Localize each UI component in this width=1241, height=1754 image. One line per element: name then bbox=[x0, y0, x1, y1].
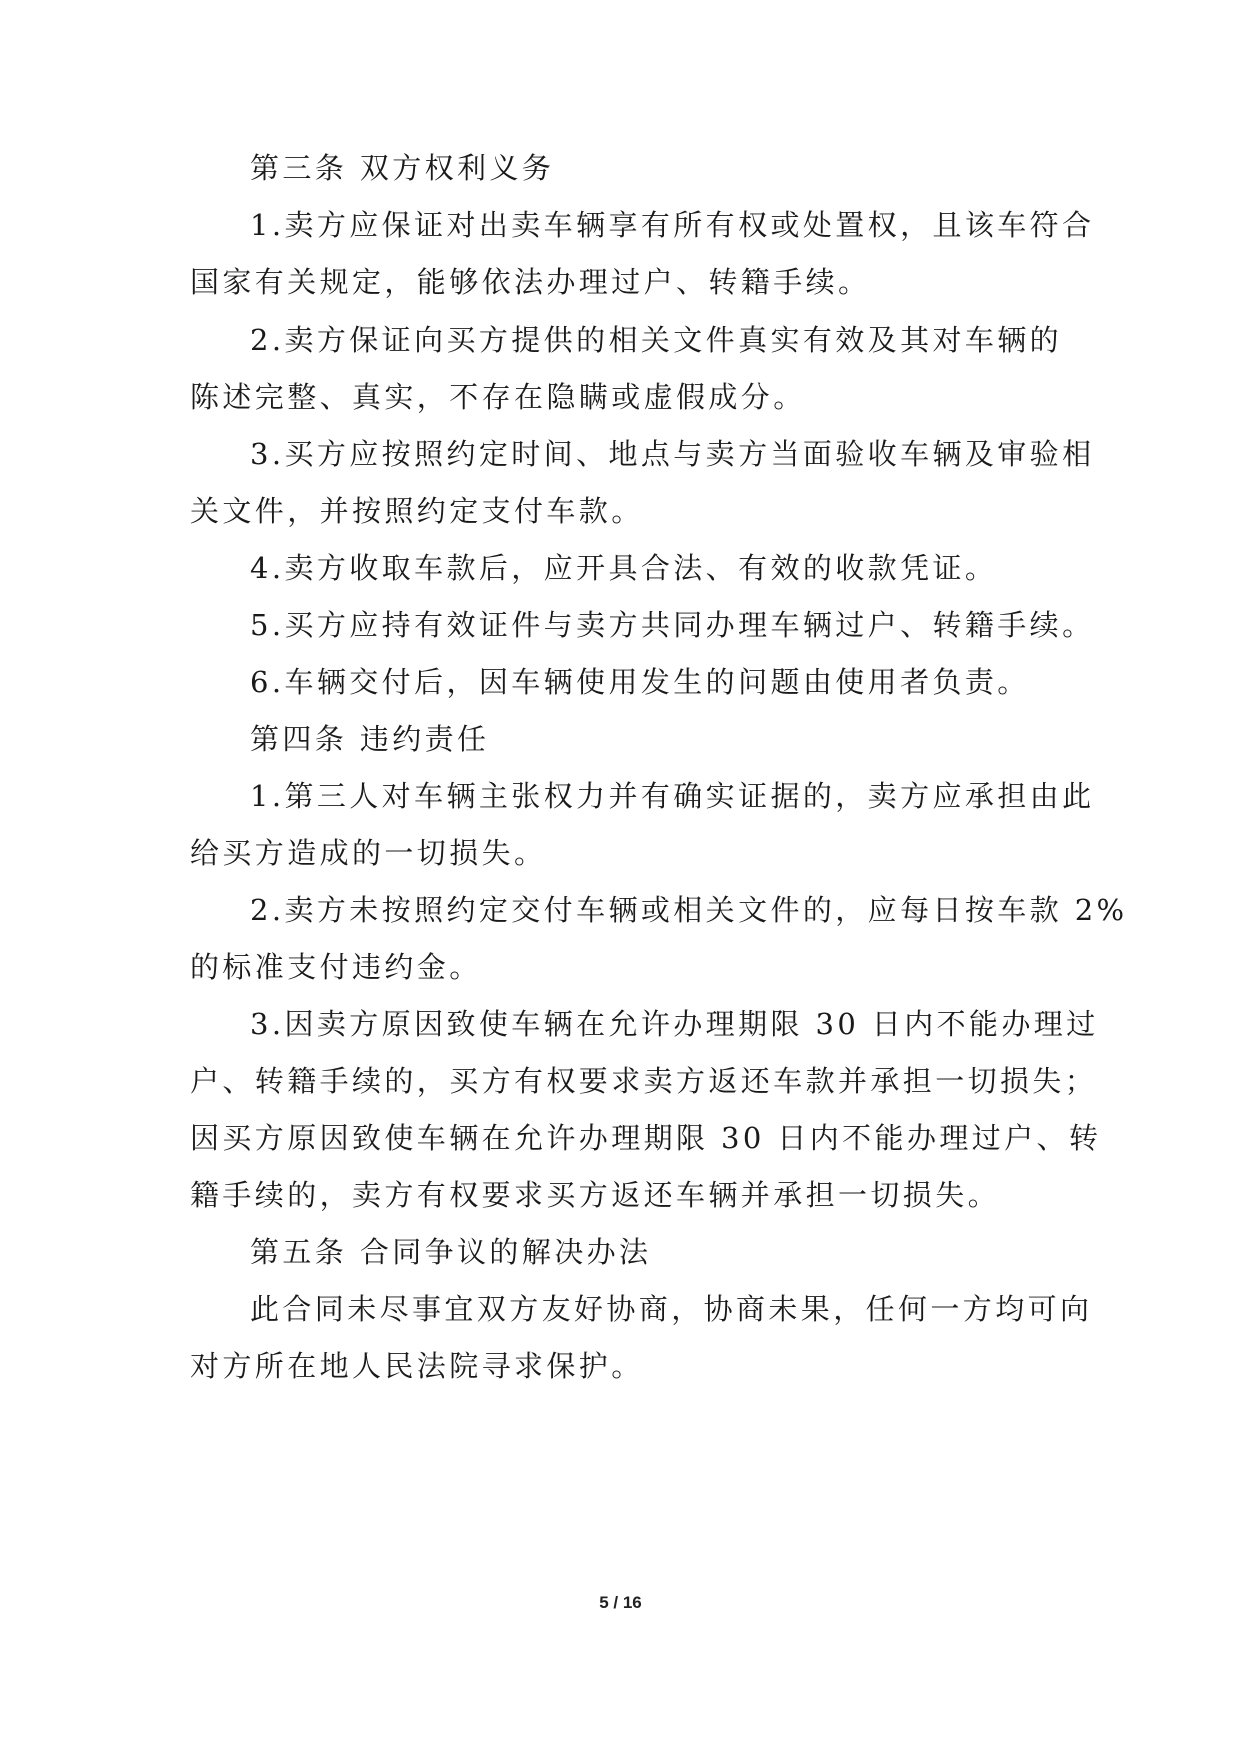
paragraph-line: 陈述完整、真实，不存在隐瞒或虚假成分。 bbox=[190, 380, 806, 414]
paragraph-line: 6.车辆交付后，因车辆使用发生的问题由使用者负责。 bbox=[250, 665, 1030, 699]
paragraph-line: 2.卖方未按照约定交付车辆或相关文件的，应每日按车款 2% bbox=[250, 893, 1128, 927]
section-heading-article-5: 第五条 合同争议的解决办法 bbox=[250, 1235, 652, 1269]
paragraph-line: 对方所在地人民法院寻求保护。 bbox=[190, 1349, 644, 1383]
paragraph-line: 5.买方应持有效证件与卖方共同办理车辆过户、转籍手续。 bbox=[250, 608, 1095, 642]
paragraph-line: 1.第三人对车辆主张权力并有确实证据的，卖方应承担由此 bbox=[250, 779, 1095, 813]
paragraph-line: 给买方造成的一切损失。 bbox=[190, 836, 547, 870]
paragraph-line: 此合同未尽事宜双方友好协商，协商未果，任何一方均可向 bbox=[250, 1292, 1093, 1326]
paragraph-line: 1.卖方应保证对出卖车辆享有所有权或处置权，且该车符合 bbox=[250, 208, 1095, 242]
page-number: 5 / 16 bbox=[599, 1593, 642, 1612]
paragraph-line: 关文件，并按照约定支付车款。 bbox=[190, 494, 644, 528]
section-heading-article-3: 第三条 双方权利义务 bbox=[250, 151, 555, 185]
paragraph-line: 的标准支付违约金。 bbox=[190, 950, 482, 984]
paragraph-line: 3.因卖方原因致使车辆在允许办理期限 30 日内不能办理过 bbox=[250, 1007, 1099, 1041]
paragraph-line: 2.卖方保证向买方提供的相关文件真实有效及其对车辆的 bbox=[250, 323, 1063, 357]
paragraph-line: 因买方原因致使车辆在允许办理期限 30 日内不能办理过户、转 bbox=[190, 1121, 1102, 1155]
paragraph-line: 3.买方应按照约定时间、地点与卖方当面验收车辆及审验相 bbox=[250, 437, 1095, 471]
paragraph-line: 国家有关规定，能够依法办理过户、转籍手续。 bbox=[190, 265, 871, 299]
paragraph-line: 籍手续的，卖方有权要求买方返还车辆并承担一切损失。 bbox=[190, 1178, 1001, 1212]
paragraph-line: 户、转籍手续的，买方有权要求卖方返还车款并承担一切损失； bbox=[190, 1064, 1098, 1098]
paragraph-line: 4.卖方收取车款后，应开具合法、有效的收款凭证。 bbox=[250, 551, 998, 585]
section-heading-article-4: 第四条 违约责任 bbox=[250, 722, 490, 756]
